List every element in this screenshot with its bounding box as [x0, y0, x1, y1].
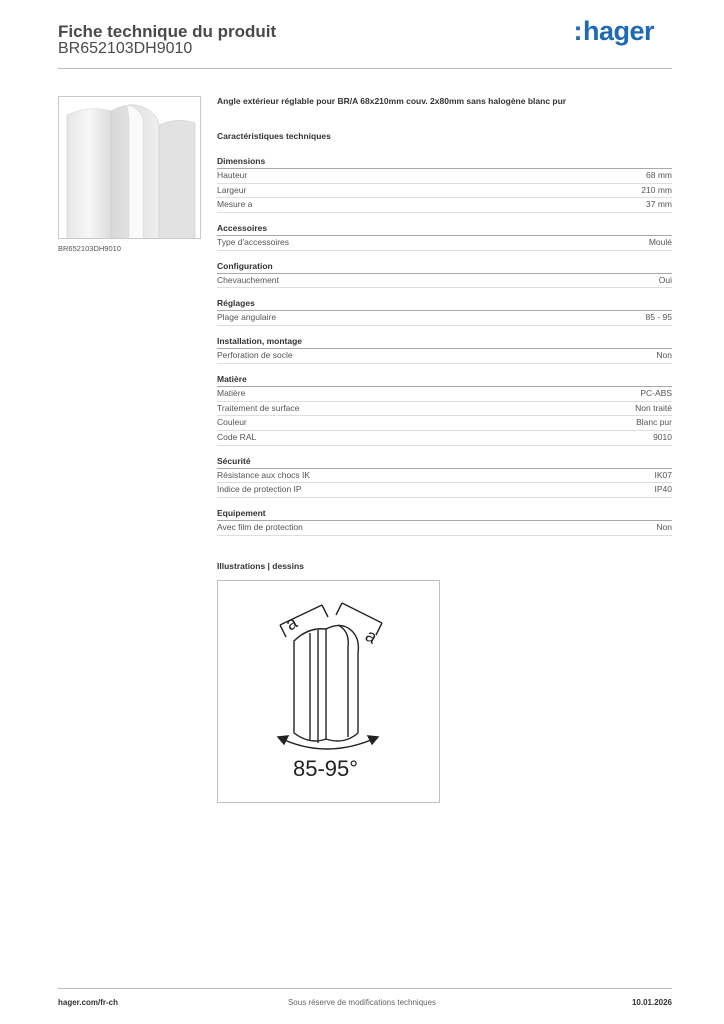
- spec-row: [217, 349, 672, 364]
- section-reglages: [217, 298, 672, 326]
- spec-value: 85 - 95: [645, 312, 672, 323]
- spec-value: 37 mm: [646, 199, 672, 210]
- spec-label: Chevauchement: [217, 274, 279, 285]
- spec-label: Code RAL: [217, 431, 257, 442]
- spec-value: IP40: [654, 484, 672, 495]
- footer-website-link[interactable]: hager.com/fr-ch: [58, 998, 119, 1007]
- product-photo-icon: [59, 97, 201, 239]
- spec-value: PC-ABS: [640, 387, 672, 398]
- tech-specs-heading: Caractéristiques techniques: [217, 131, 331, 141]
- spec-row: [217, 311, 672, 326]
- footer-date: 10.01.2026: [631, 998, 672, 1007]
- spec-value: Non: [656, 521, 672, 532]
- illustrations-heading: Illustrations | dessins: [217, 561, 304, 571]
- spec-label: Matière: [217, 387, 246, 398]
- section-title: Dimensions: [217, 156, 672, 169]
- spec-row: [217, 416, 672, 431]
- spec-label: Traitement de surface: [217, 402, 300, 413]
- product-image: [58, 96, 201, 239]
- spec-row: [217, 483, 672, 498]
- section-title: Matière: [217, 374, 672, 387]
- section-title: Accessoires: [217, 223, 672, 236]
- section-matiere: [217, 374, 672, 446]
- spec-label: Mesure a: [217, 199, 253, 210]
- spec-row: [217, 521, 672, 536]
- section-title: Sécurité: [217, 456, 672, 469]
- section-title: Réglages: [217, 298, 672, 311]
- angle-range-label: 85-95°: [293, 756, 359, 781]
- section-dimensions: [217, 156, 672, 213]
- footer-divider: [58, 988, 672, 989]
- spec-row: [217, 431, 672, 446]
- spec-value: Moulé: [648, 237, 672, 248]
- product-code: BR652103DH9010: [58, 40, 193, 57]
- angle-drawing-icon: [218, 581, 441, 804]
- spec-value: Non traité: [635, 402, 672, 413]
- logo-prefix: :: [573, 16, 582, 46]
- section-installation: [217, 336, 672, 364]
- spec-value: 68 mm: [646, 170, 672, 180]
- spec-value: Blanc pur: [636, 417, 672, 428]
- logo-text: hager: [582, 16, 654, 46]
- spec-value: IK07: [654, 469, 672, 480]
- spec-label: Avec film de protection: [217, 521, 303, 532]
- spec-row: [217, 274, 672, 289]
- spec-row: [217, 184, 672, 199]
- spec-row: [217, 236, 672, 251]
- technical-drawing: [217, 580, 440, 803]
- spec-row: [217, 198, 672, 213]
- page-title: Fiche technique du produit: [58, 22, 277, 41]
- section-title: Installation, montage: [217, 336, 672, 349]
- spec-value: Oui: [658, 274, 672, 285]
- section-securite: [217, 456, 672, 498]
- dimension-label-right: a: [362, 625, 381, 648]
- spec-row: [217, 169, 672, 184]
- footer-notice: Sous réserve de modifications techniques: [287, 998, 437, 1007]
- spec-label: Résistance aux chocs IK: [217, 469, 311, 480]
- spec-label: Plage angulaire: [217, 312, 277, 323]
- product-image-caption: BR652103DH9010: [58, 244, 121, 253]
- spec-label: Indice de protection IP: [217, 484, 302, 495]
- dimension-label-left: a: [282, 612, 301, 635]
- section-title: Configuration: [217, 261, 672, 274]
- section-title: Equipement: [217, 508, 672, 521]
- spec-value: 210 mm: [641, 184, 672, 195]
- spec-label: Hauteur: [217, 170, 248, 180]
- spec-value: 9010: [653, 431, 672, 442]
- spec-label: Largeur: [217, 184, 247, 195]
- section-configuration: [217, 261, 672, 289]
- hager-logo: [573, 16, 654, 47]
- spec-row: [217, 387, 672, 402]
- spec-value: Non: [656, 350, 672, 361]
- spec-label: Couleur: [217, 417, 247, 428]
- header-divider: [58, 68, 672, 69]
- spec-row: [217, 402, 672, 417]
- product-description: Angle extérieur réglable pour BR/A 68x210mm couv. 2x80mm sans halogène blanc pur: [217, 96, 567, 106]
- section-equipement: [217, 508, 672, 536]
- spec-label: Perforation de socle: [217, 350, 293, 361]
- spec-label: Type d'accessoires: [217, 237, 290, 248]
- spec-sections: [217, 156, 672, 546]
- spec-row: [217, 469, 672, 484]
- section-accessoires: [217, 223, 672, 251]
